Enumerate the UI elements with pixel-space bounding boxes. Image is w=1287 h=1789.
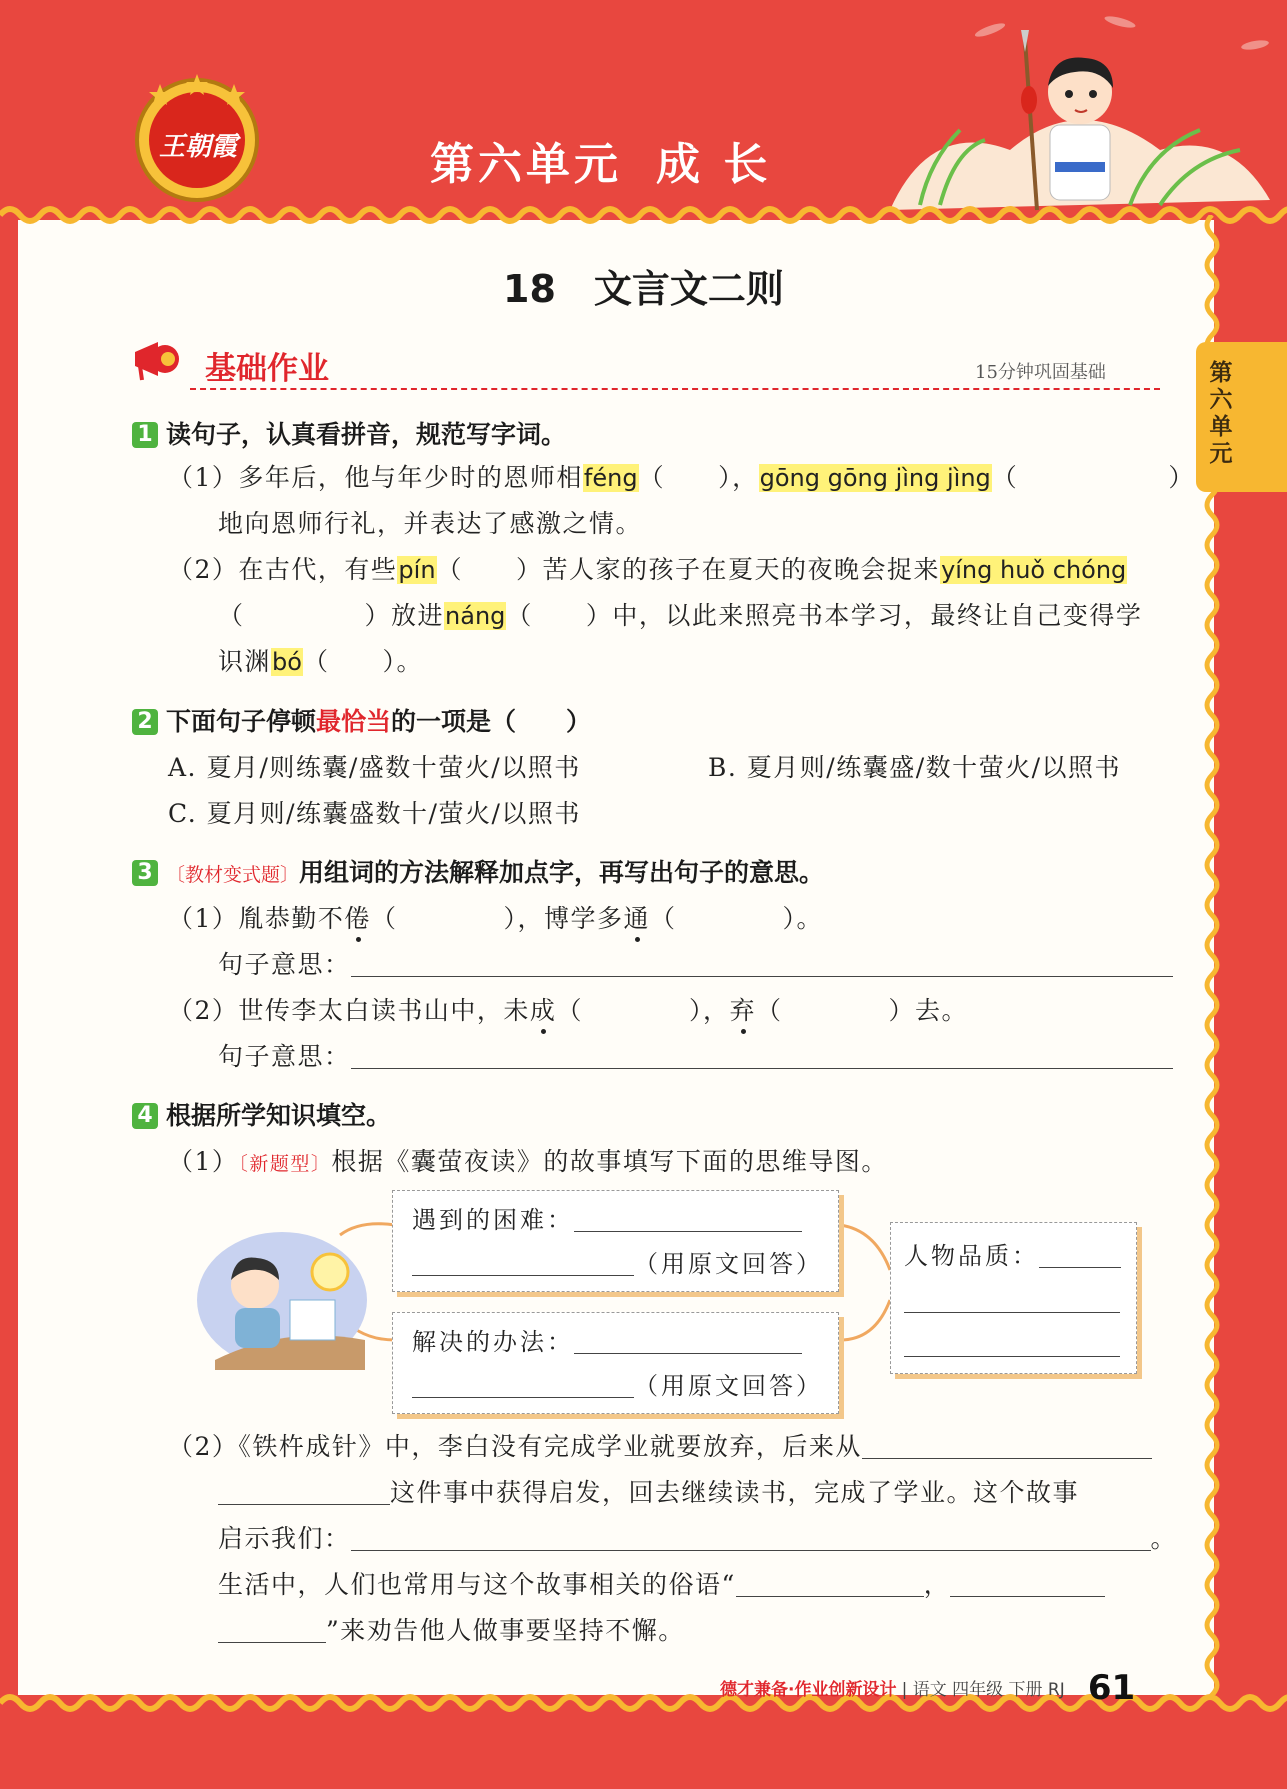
q2-option-b[interactable]: B. 夏月则/练囊盛/数十萤火/以照书 — [708, 753, 1122, 782]
answer-line[interactable] — [218, 1480, 390, 1505]
answer-line[interactable] — [736, 1572, 924, 1597]
q1-part2-line1 — [168, 550, 1127, 586]
difficulty-line1 — [412, 1200, 802, 1235]
solution-label: 解决的办法： — [412, 1328, 574, 1356]
pinyin-pin: pín — [398, 556, 436, 584]
quality-line1 — [904, 1236, 1121, 1271]
text: ）放进 — [364, 601, 445, 630]
publisher-logo — [130, 70, 265, 205]
quality-label: 人物品质： — [904, 1242, 1039, 1270]
reading-boy-illustration — [195, 1230, 370, 1370]
text: 根据《囊萤夜读》的故事填写下面的思维导图。 — [331, 1147, 888, 1176]
answer-bracket[interactable]: （ ）。 — [649, 904, 823, 933]
meaning-label: 句子意思： — [218, 1042, 351, 1071]
solution-line1 — [412, 1322, 802, 1357]
answer-hint: （用原文回答） — [634, 1372, 823, 1400]
q2-title: 下面句子停顿 — [166, 707, 317, 736]
difficulty-answer-line[interactable] — [574, 1207, 802, 1232]
text: 识渊 — [218, 647, 272, 676]
q4-number: 4 — [132, 1103, 158, 1129]
text: 生活中，人们也常用与这个故事相关的俗语“ — [218, 1570, 736, 1599]
footer — [720, 1668, 1135, 1708]
text: 启示我们： — [218, 1524, 351, 1553]
pinyin-feng: féng — [583, 464, 638, 492]
q4-heading — [132, 1096, 391, 1132]
solution-answer-line[interactable] — [574, 1329, 802, 1354]
q4-part2-line1 — [168, 1427, 1152, 1463]
text: ”来劝告他人做事要坚持不懈。 — [326, 1616, 685, 1645]
meaning-label: 句子意思： — [218, 950, 351, 979]
answer-bracket-open[interactable]: （ — [991, 463, 1019, 492]
megaphone-icon — [130, 334, 190, 384]
q1-part2-line2 — [218, 596, 1142, 632]
q2-heading — [132, 702, 591, 738]
q3-title: 用组词的方法解释加点字，再写出句子的意思。 — [299, 858, 825, 887]
quality-answer-line[interactable] — [1039, 1243, 1121, 1268]
answer-bracket[interactable]: （ ），博学多 — [370, 904, 624, 933]
unit-title — [430, 128, 870, 192]
difficulty-answer-line2[interactable] — [412, 1251, 634, 1276]
q2-option-c[interactable]: C. 夏月则/练囊盛数十/萤火/以照书 — [168, 799, 581, 828]
pinyin-yinghuochong: yíng huǒ chóng — [941, 556, 1127, 584]
q3-meaning1 — [218, 945, 1173, 981]
q4-tag: 〔新题型〕 — [238, 1153, 332, 1175]
answer-hint: （用原文回答） — [634, 1250, 823, 1278]
answer-bracket[interactable]: （ ）。 — [302, 647, 423, 676]
dotted-char: 倦 — [344, 904, 371, 933]
answer-bracket-close: ） — [1168, 463, 1195, 492]
section-divider — [190, 388, 1160, 390]
answer-line[interactable] — [862, 1434, 1152, 1459]
answer-line[interactable] — [351, 1526, 1151, 1551]
text: ， — [923, 1570, 951, 1599]
pinyin-nang: náng — [445, 602, 506, 630]
q4-part2-line5 — [218, 1611, 685, 1647]
unit-name: 成 长 — [656, 139, 772, 190]
meaning-answer-line[interactable] — [351, 952, 1173, 977]
text: （2）《铁杵成针》中，李白没有完成学业就要放弃，后来从 — [168, 1432, 862, 1461]
difficulty-line2 — [412, 1244, 823, 1279]
solution-line2 — [412, 1366, 823, 1401]
text: （2）世传李太白读书山中，未 — [168, 996, 530, 1025]
text: （2）在古代，有些 — [168, 555, 398, 584]
pinyin-gonggongjingjing: gōng gōng jìng jìng — [759, 464, 991, 492]
q4-title: 根据所学知识填空。 — [166, 1101, 392, 1130]
text: 。 — [1150, 1524, 1178, 1553]
footer-brand: 德才兼备·作业创新设计 — [720, 1680, 897, 1700]
text: （1）多年后，他与年少时的恩师相 — [168, 463, 583, 492]
q3-tag: 〔教材变式题〕 — [166, 864, 300, 886]
quality-answer-line3[interactable] — [904, 1332, 1120, 1357]
answer-bracket-open[interactable]: （ — [218, 601, 245, 630]
q1-part2-line3 — [218, 642, 423, 678]
solution-answer-line2[interactable] — [412, 1373, 634, 1398]
page-number: 61 — [1087, 1668, 1136, 1708]
text: （1） — [168, 1147, 239, 1176]
text: （ ）中，以此来照亮书本学习，最终让自己变得学 — [506, 601, 1143, 630]
wavy-border-top — [0, 200, 1287, 230]
q3-heading — [132, 853, 824, 889]
q4-part1 — [168, 1142, 888, 1178]
quality-answer-line2[interactable] — [904, 1288, 1120, 1313]
text: 这件事中获得启发，回去继续读书，完成了学业。这个故事 — [390, 1478, 1080, 1507]
q2-title-emphasis: 最恰当 — [316, 707, 392, 736]
answer-bracket[interactable]: （ ）， — [556, 996, 730, 1025]
dotted-char: 成 — [529, 996, 557, 1025]
q2-answer-bracket[interactable]: 的一项是（ ） — [391, 707, 592, 736]
cartoon-boy-illustration — [1005, 30, 1155, 215]
dotted-char: 通 — [623, 904, 650, 933]
section-subtitle: 15分钟巩固基础 — [975, 362, 1106, 383]
footer-info: | 语文 四年级 下册 RJ — [901, 1680, 1065, 1700]
answer-bracket[interactable]: （ ）去。 — [755, 996, 968, 1025]
text: （1）胤恭勤不 — [168, 904, 345, 933]
q3-meaning2 — [218, 1037, 1173, 1073]
q1-title: 读句子，认真看拼音，规范写字词。 — [166, 420, 567, 449]
answer-bracket[interactable]: （ ）， — [638, 463, 759, 492]
section-title: 基础作业 — [205, 351, 329, 387]
pinyin-bo: bó — [272, 648, 302, 676]
q4-part2-line4 — [218, 1565, 1105, 1601]
q3-number: 3 — [132, 860, 158, 886]
unit-side-tab-label: 第六单元 — [1209, 360, 1233, 467]
text: （ ）苦人家的孩子在夏天的夜晚会捉来 — [436, 555, 941, 584]
difficulty-label: 遇到的困难： — [412, 1206, 574, 1234]
meaning-answer-line[interactable] — [351, 1044, 1173, 1069]
answer-line[interactable] — [218, 1618, 326, 1643]
q1-heading — [132, 415, 566, 451]
q1-number: 1 — [132, 422, 158, 448]
logo-text: 王朝霞 — [158, 132, 237, 162]
answer-line[interactable] — [950, 1572, 1105, 1597]
q1-part1-line2: 地向恩师行礼，并表达了感激之情。 — [218, 509, 643, 538]
q4-part2-line3 — [218, 1519, 1177, 1555]
q4-part2-line2 — [218, 1473, 1079, 1509]
dotted-char: 弃 — [729, 996, 756, 1025]
q2-option-a[interactable]: A. 夏月/则练囊/盛数十萤火/以照书 — [168, 753, 581, 782]
q3-sentence2 — [168, 991, 968, 1027]
q2-number: 2 — [132, 709, 158, 735]
q1-part1-line1 — [168, 458, 1195, 494]
q3-sentence1 — [168, 899, 823, 935]
lesson-title: 18 文言文二则 — [503, 267, 784, 311]
unit-label: 第六单元 — [430, 139, 622, 190]
